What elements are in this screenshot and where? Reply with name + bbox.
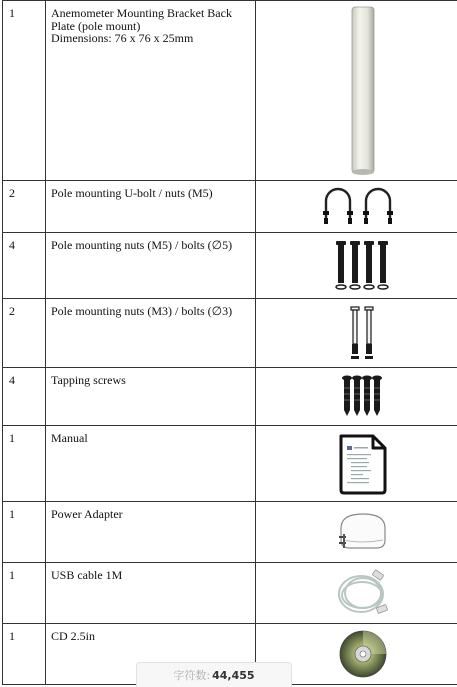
- table-row: [3, 502, 457, 563]
- table-row: [3, 233, 457, 299]
- pole-icon: [348, 5, 378, 177]
- image-cell: [256, 233, 457, 299]
- description-cell: [46, 563, 256, 624]
- image-cell: [256, 1, 457, 181]
- quantity-cell: 2: [3, 181, 46, 233]
- image-cell: [256, 368, 457, 426]
- table-row: [3, 299, 457, 368]
- image-cell: [256, 426, 457, 502]
- parts-list-table: [2, 0, 457, 685]
- m5-bolts-icon: [333, 239, 393, 293]
- usb-cable-icon: [333, 568, 393, 618]
- quantity-cell: 2: [3, 299, 46, 368]
- description-line: Plate (pole mount): [51, 18, 141, 33]
- description-cell: [46, 426, 256, 502]
- character-count-label: 字符数:: [173, 669, 211, 682]
- m3-bolts-icon: [348, 305, 378, 361]
- description-cell: [46, 233, 256, 299]
- quantity-cell: 4: [3, 233, 46, 299]
- description-line: Tapping screws: [51, 373, 126, 387]
- quantity-cell: 1: [3, 1, 46, 181]
- table-row: [3, 563, 457, 624]
- description-line: Dimensions: 76 x 76 x 25mm: [51, 31, 194, 45]
- table-row: [3, 426, 457, 502]
- description-line: CD 2.5in: [51, 629, 96, 643]
- quantity-cell: 1: [3, 624, 46, 685]
- character-count-badge: [136, 662, 292, 687]
- table-row: [3, 1, 457, 181]
- description-line: Manual: [51, 431, 88, 445]
- quantity-cell: 4: [3, 368, 46, 426]
- description-line: Pole mounting U-bolt / nuts (M5): [51, 186, 213, 200]
- description-line: Pole mounting nuts (M3) / bolts (∅3): [51, 304, 233, 318]
- cd-disc-icon: [337, 628, 389, 680]
- image-cell: [256, 563, 457, 624]
- description-line: Pole mounting nuts (M5) / bolts (∅5): [51, 238, 233, 252]
- quantity-cell: 1: [3, 563, 46, 624]
- image-cell: [256, 181, 457, 233]
- description-cell: [46, 299, 256, 368]
- quantity-cell: 1: [3, 426, 46, 502]
- description-cell: [46, 181, 256, 233]
- description-cell: [46, 368, 256, 426]
- table-row: [3, 368, 457, 426]
- u-bolt-icon: [318, 187, 408, 227]
- description-line: USB cable 1M: [51, 568, 123, 582]
- description-cell: [46, 1, 256, 181]
- image-cell: [256, 299, 457, 368]
- image-cell: [256, 502, 457, 563]
- table-row: [3, 181, 457, 233]
- quantity-cell: 1: [3, 502, 46, 563]
- character-count-value: 44,455: [212, 668, 255, 682]
- tapping-screws-icon: [341, 374, 385, 420]
- description-line: Power Adapter: [51, 507, 123, 521]
- description-line: Anemometer Mounting Bracket Back: [51, 6, 232, 20]
- description-cell: [46, 502, 256, 563]
- manual-document-icon: [337, 432, 389, 496]
- power-adapter-icon: [333, 506, 393, 558]
